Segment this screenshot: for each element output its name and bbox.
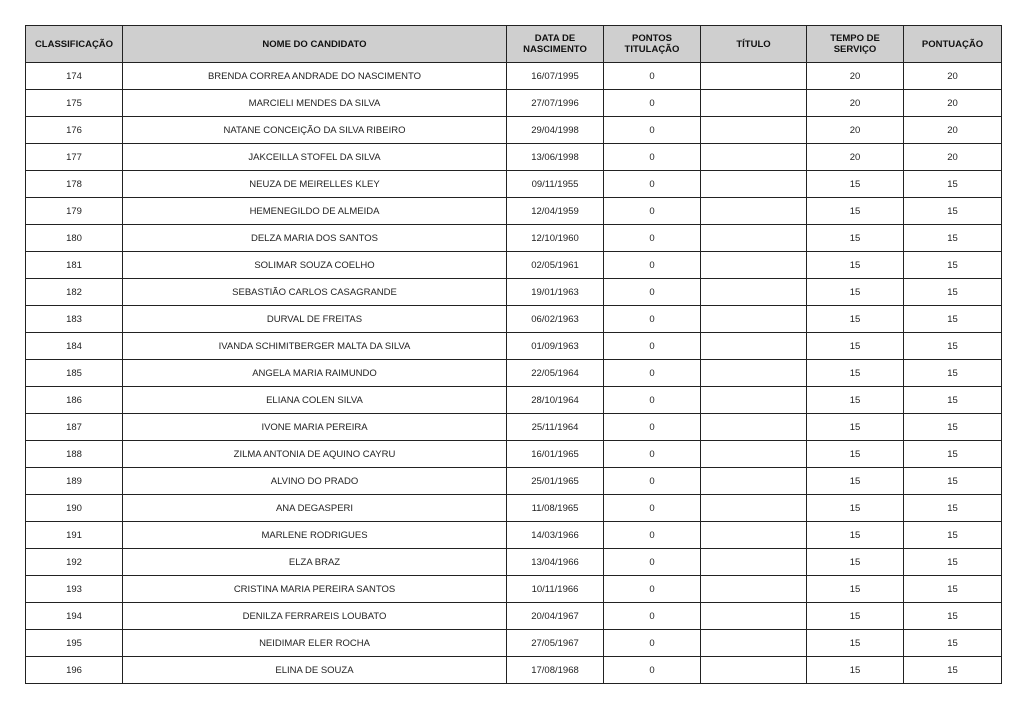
cell-pontuacao: 15	[904, 333, 1002, 360]
cell-data-nascimento: 27/07/1996	[507, 90, 604, 117]
cell-data-nascimento: 27/05/1967	[507, 630, 604, 657]
table-row	[26, 252, 1002, 279]
cell-data-nascimento: 06/02/1963	[507, 306, 604, 333]
cell-nome: BRENDA CORREA ANDRADE DO NASCIMENTO	[123, 63, 507, 90]
cell-classificacao: 180	[26, 225, 123, 252]
header-row	[26, 26, 1002, 63]
table-row	[26, 306, 1002, 333]
cell-nome: ELZA BRAZ	[123, 549, 507, 576]
cell-pontuacao: 15	[904, 360, 1002, 387]
cell-pontos-titulacao: 0	[604, 144, 701, 171]
cell-data-nascimento: 28/10/1964	[507, 387, 604, 414]
cell-nome: SOLIMAR SOUZA COELHO	[123, 252, 507, 279]
cell-classificacao: 193	[26, 576, 123, 603]
cell-titulo	[701, 198, 807, 225]
cell-tempo-servico: 15	[807, 414, 904, 441]
cell-pontos-titulacao: 0	[604, 225, 701, 252]
cell-data-nascimento: 17/08/1968	[507, 657, 604, 684]
cell-titulo	[701, 252, 807, 279]
cell-tempo-servico: 15	[807, 495, 904, 522]
cell-pontos-titulacao: 0	[604, 576, 701, 603]
cell-data-nascimento: 25/01/1965	[507, 468, 604, 495]
cell-titulo	[701, 279, 807, 306]
cell-data-nascimento: 11/08/1965	[507, 495, 604, 522]
cell-nome: ELINA DE SOUZA	[123, 657, 507, 684]
cell-nome: DELZA MARIA DOS SANTOS	[123, 225, 507, 252]
cell-tempo-servico: 20	[807, 63, 904, 90]
cell-nome: SEBASTIÃO CARLOS CASAGRANDE	[123, 279, 507, 306]
cell-pontos-titulacao: 0	[604, 495, 701, 522]
cell-tempo-servico: 15	[807, 468, 904, 495]
cell-nome: ANGELA MARIA RAIMUNDO	[123, 360, 507, 387]
cell-classificacao: 194	[26, 603, 123, 630]
table-body	[26, 63, 1002, 684]
cell-tempo-servico: 15	[807, 657, 904, 684]
cell-pontuacao: 20	[904, 144, 1002, 171]
cell-pontos-titulacao: 0	[604, 414, 701, 441]
cell-pontuacao: 15	[904, 549, 1002, 576]
header-data-nascimento	[507, 26, 604, 63]
cell-tempo-servico: 15	[807, 603, 904, 630]
cell-data-nascimento: 20/04/1967	[507, 603, 604, 630]
table-row	[26, 198, 1002, 225]
cell-pontuacao: 15	[904, 468, 1002, 495]
cell-pontuacao: 15	[904, 576, 1002, 603]
cell-tempo-servico: 15	[807, 441, 904, 468]
cell-nome: NATANE CONCEIÇÃO DA SILVA RIBEIRO	[123, 117, 507, 144]
table-row	[26, 279, 1002, 306]
cell-titulo	[701, 171, 807, 198]
cell-classificacao: 177	[26, 144, 123, 171]
cell-tempo-servico: 15	[807, 225, 904, 252]
table-row	[26, 117, 1002, 144]
table-row	[26, 414, 1002, 441]
cell-titulo	[701, 306, 807, 333]
cell-pontuacao: 15	[904, 225, 1002, 252]
cell-nome: ZILMA ANTONIA DE AQUINO CAYRU	[123, 441, 507, 468]
cell-pontos-titulacao: 0	[604, 360, 701, 387]
cell-pontuacao: 15	[904, 441, 1002, 468]
cell-titulo	[701, 63, 807, 90]
cell-titulo	[701, 90, 807, 117]
cell-nome: CRISTINA MARIA PEREIRA SANTOS	[123, 576, 507, 603]
cell-nome: NEUZA DE MEIRELLES KLEY	[123, 171, 507, 198]
cell-classificacao: 176	[26, 117, 123, 144]
table-row	[26, 360, 1002, 387]
cell-nome: ANA DEGASPERI	[123, 495, 507, 522]
cell-pontuacao: 15	[904, 630, 1002, 657]
cell-classificacao: 188	[26, 441, 123, 468]
header-tempo-line2: SERVIÇO	[833, 44, 877, 55]
cell-titulo	[701, 414, 807, 441]
cell-tempo-servico: 20	[807, 117, 904, 144]
cell-classificacao: 179	[26, 198, 123, 225]
cell-pontos-titulacao: 0	[604, 279, 701, 306]
classification-table	[25, 25, 1002, 684]
cell-nome: ELIANA COLEN SILVA	[123, 387, 507, 414]
cell-titulo	[701, 549, 807, 576]
cell-nome: DURVAL DE FREITAS	[123, 306, 507, 333]
cell-classificacao: 192	[26, 549, 123, 576]
header-tempo-servico	[807, 26, 904, 63]
cell-pontos-titulacao: 0	[604, 549, 701, 576]
cell-pontos-titulacao: 0	[604, 90, 701, 117]
table-row	[26, 657, 1002, 684]
cell-tempo-servico: 15	[807, 576, 904, 603]
cell-nome: JAKCEILLA STOFEL DA SILVA	[123, 144, 507, 171]
header-titulo: TÍTULO	[701, 26, 807, 63]
cell-classificacao: 187	[26, 414, 123, 441]
cell-data-nascimento: 14/03/1966	[507, 522, 604, 549]
cell-data-nascimento: 01/09/1963	[507, 333, 604, 360]
cell-classificacao: 189	[26, 468, 123, 495]
table-row	[26, 630, 1002, 657]
cell-pontuacao: 15	[904, 387, 1002, 414]
table-row	[26, 603, 1002, 630]
cell-classificacao: 184	[26, 333, 123, 360]
cell-tempo-servico: 15	[807, 549, 904, 576]
cell-pontos-titulacao: 0	[604, 603, 701, 630]
table-row	[26, 549, 1002, 576]
table-row	[26, 225, 1002, 252]
cell-tempo-servico: 20	[807, 90, 904, 117]
cell-classificacao: 182	[26, 279, 123, 306]
cell-data-nascimento: 29/04/1998	[507, 117, 604, 144]
cell-pontuacao: 15	[904, 522, 1002, 549]
cell-classificacao: 191	[26, 522, 123, 549]
cell-nome: MARCIELI MENDES DA SILVA	[123, 90, 507, 117]
cell-pontuacao: 15	[904, 414, 1002, 441]
table-row	[26, 441, 1002, 468]
cell-classificacao: 195	[26, 630, 123, 657]
cell-titulo	[701, 117, 807, 144]
cell-titulo	[701, 657, 807, 684]
cell-pontos-titulacao: 0	[604, 468, 701, 495]
cell-titulo	[701, 225, 807, 252]
cell-titulo	[701, 333, 807, 360]
table-row	[26, 522, 1002, 549]
cell-titulo	[701, 144, 807, 171]
cell-data-nascimento: 22/05/1964	[507, 360, 604, 387]
cell-data-nascimento: 12/04/1959	[507, 198, 604, 225]
cell-pontuacao: 20	[904, 63, 1002, 90]
cell-pontuacao: 15	[904, 306, 1002, 333]
cell-data-nascimento: 09/11/1955	[507, 171, 604, 198]
cell-tempo-servico: 15	[807, 360, 904, 387]
header-pontos-line2: TITULAÇÃO	[624, 44, 680, 55]
cell-titulo	[701, 441, 807, 468]
header-pontuacao: PONTUAÇÃO	[904, 26, 1002, 63]
cell-tempo-servico: 20	[807, 144, 904, 171]
cell-pontuacao: 15	[904, 603, 1002, 630]
cell-tempo-servico: 15	[807, 333, 904, 360]
header-nome: NOME DO CANDIDATO	[123, 26, 507, 63]
cell-pontuacao: 20	[904, 117, 1002, 144]
cell-pontuacao: 15	[904, 171, 1002, 198]
cell-data-nascimento: 10/11/1966	[507, 576, 604, 603]
cell-pontos-titulacao: 0	[604, 252, 701, 279]
cell-pontos-titulacao: 0	[604, 117, 701, 144]
cell-data-nascimento: 25/11/1964	[507, 414, 604, 441]
cell-classificacao: 185	[26, 360, 123, 387]
cell-data-nascimento: 12/10/1960	[507, 225, 604, 252]
table-row	[26, 576, 1002, 603]
table-row	[26, 90, 1002, 117]
cell-tempo-servico: 15	[807, 630, 904, 657]
cell-data-nascimento: 16/01/1965	[507, 441, 604, 468]
cell-pontos-titulacao: 0	[604, 171, 701, 198]
header-tempo-line1: TEMPO DE	[830, 33, 880, 44]
header-pontos-line1: PONTOS	[632, 33, 672, 44]
cell-titulo	[701, 495, 807, 522]
cell-pontuacao: 15	[904, 495, 1002, 522]
cell-nome: IVANDA SCHIMITBERGER MALTA DA SILVA	[123, 333, 507, 360]
cell-pontos-titulacao: 0	[604, 306, 701, 333]
cell-titulo	[701, 360, 807, 387]
cell-pontuacao: 15	[904, 252, 1002, 279]
cell-classificacao: 190	[26, 495, 123, 522]
cell-pontuacao: 20	[904, 90, 1002, 117]
cell-pontuacao: 15	[904, 198, 1002, 225]
cell-classificacao: 196	[26, 657, 123, 684]
cell-titulo	[701, 387, 807, 414]
cell-classificacao: 183	[26, 306, 123, 333]
table-row	[26, 495, 1002, 522]
table-row	[26, 63, 1002, 90]
cell-pontos-titulacao: 0	[604, 441, 701, 468]
header-classificacao: CLASSIFICAÇÃO	[26, 26, 123, 63]
cell-data-nascimento: 13/04/1966	[507, 549, 604, 576]
cell-data-nascimento: 19/01/1963	[507, 279, 604, 306]
table-row	[26, 387, 1002, 414]
cell-titulo	[701, 630, 807, 657]
cell-pontos-titulacao: 0	[604, 657, 701, 684]
cell-nome: DENILZA FERRAREIS LOUBATO	[123, 603, 507, 630]
cell-nome: MARLENE RODRIGUES	[123, 522, 507, 549]
cell-classificacao: 175	[26, 90, 123, 117]
header-pontos-titulacao	[604, 26, 701, 63]
cell-nome: IVONE MARIA PEREIRA	[123, 414, 507, 441]
cell-pontos-titulacao: 0	[604, 387, 701, 414]
cell-data-nascimento: 16/07/1995	[507, 63, 604, 90]
cell-titulo	[701, 468, 807, 495]
cell-nome: ALVINO DO PRADO	[123, 468, 507, 495]
header-data-line1: DATA DE	[534, 33, 576, 44]
cell-tempo-servico: 15	[807, 306, 904, 333]
cell-classificacao: 186	[26, 387, 123, 414]
cell-tempo-servico: 15	[807, 252, 904, 279]
cell-tempo-servico: 15	[807, 171, 904, 198]
cell-pontos-titulacao: 0	[604, 333, 701, 360]
cell-data-nascimento: 13/06/1998	[507, 144, 604, 171]
cell-tempo-servico: 15	[807, 279, 904, 306]
cell-classificacao: 174	[26, 63, 123, 90]
table-row	[26, 171, 1002, 198]
cell-pontos-titulacao: 0	[604, 198, 701, 225]
header-data-line2: NASCIMENTO	[523, 44, 587, 55]
cell-nome: HEMENEGILDO DE ALMEIDA	[123, 198, 507, 225]
table-row	[26, 333, 1002, 360]
table-row	[26, 144, 1002, 171]
cell-classificacao: 178	[26, 171, 123, 198]
cell-titulo	[701, 576, 807, 603]
cell-pontuacao: 15	[904, 279, 1002, 306]
cell-pontos-titulacao: 0	[604, 630, 701, 657]
cell-tempo-servico: 15	[807, 198, 904, 225]
cell-tempo-servico: 15	[807, 387, 904, 414]
cell-titulo	[701, 522, 807, 549]
cell-nome: NEIDIMAR ELER ROCHA	[123, 630, 507, 657]
cell-tempo-servico: 15	[807, 522, 904, 549]
table-header	[26, 26, 1002, 63]
cell-pontos-titulacao: 0	[604, 522, 701, 549]
cell-pontos-titulacao: 0	[604, 63, 701, 90]
cell-pontuacao: 15	[904, 657, 1002, 684]
table-row	[26, 468, 1002, 495]
cell-data-nascimento: 02/05/1961	[507, 252, 604, 279]
cell-titulo	[701, 603, 807, 630]
cell-classificacao: 181	[26, 252, 123, 279]
